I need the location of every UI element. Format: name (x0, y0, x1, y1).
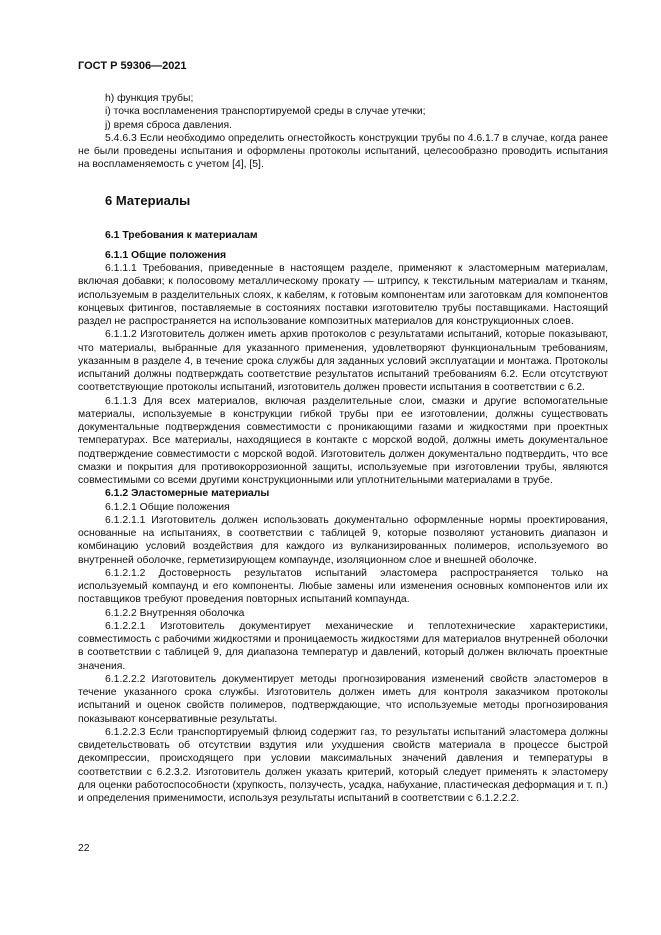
list-item-j: j) время сброса давления. (105, 119, 232, 131)
page-content (78, 92, 608, 805)
document-header: ГОСТ Р 59306—2021 (78, 60, 187, 72)
paragraph-6-1-2-1: 6.1.2.1 Общие положения (105, 501, 230, 513)
paragraph-6-1-2-1-2: 6.1.2.1.2 Достоверность результатов испытаний эластомера распространяется только на используемый компаунд и его компоненты. Любые замены или изменения основных компонентов или их поставщиков требуют проведения повторных испытаний компаунда. (78, 567, 608, 606)
paragraph-6-1-1-1: 6.1.1.1 Требования, приведенные в настоящем разделе, применяют к эластомерным материалам, включая добавки; к полосовому металлическому прокату — штрипсу, к текстильным материалам и тканям, используемым в разделительных слоях, к кабелям, к готовым компонентам или заготовкам для компонентов концевых фитингов, поставляемые в состояниях поставки изготовителю трубы поставщиками. Настоящий раздел не распространяется на использование композитных материалов для конструкционных слоев. (78, 263, 608, 327)
paragraph-6-1-2-2: 6.1.2.2 Внутренняя оболочка (105, 607, 245, 619)
section-heading: 6 Материалы (105, 192, 191, 208)
paragraph-6-1-2-2-3: 6.1.2.2.3 Если транспортируемый флюид содержит газ, то результаты испытаний эластомера должны свидетельствовать об отсутствии вздутия или ухудшения свойств материала в процессе быстрой декомпрессии, происходящего при условии максимальных значений давления и температуры в соответствии с 6.2.3.2. Изготовитель должен указать критерий, который следует применять к эластомеру для оценки работоспособности (хрупкость, ползучесть, усадка, набухание, пластическая деформация и т. п.) и определения применимости, используя результаты испытаний в соответствии с 6.1.2.2.2. (78, 726, 608, 804)
paragraph-6-1-1-3: 6.1.1.3 Для всех материалов, включая разделительные слои, смазки и другие вспомогательные материалы, используемые в конструкции гибкой трубы при ее изготовлении, должны существовать документальные подтверждения совместимости с проникающими газами и жидкостями при проектных температурах. Все материалы, находящиеся в контакте с морской водой, должны иметь документальное подтверждение совместимости с морской водой. Изготовитель должен документально подтвердить, что все смазки и покрытия для противокоррозионной защиты, используемые при изготовлении трубы, являются совместимыми со всеми другими конструкционными или уплотнительными материалами в трубе. (78, 395, 608, 486)
subsection-heading-6-1-1: 6.1.1 Общие положения (105, 249, 227, 261)
paragraph-5-4-6-3: 5.4.6.3 Если необходимо определить огнестойкость конструкции трубы по 4.6.1.7 в случае, когда ранее не были проведены испытания и оформлены протоколы испытаний, целесообразно проводить испытания на воспламеняемость с учетом [4], [5]. (78, 132, 608, 171)
subsection-heading-6-1-2: 6.1.2 Эластомерные материалы (105, 488, 270, 500)
paragraph-6-1-2-2-2: 6.1.2.2.2 Изготовитель документирует методы прогнозирования изменений свойств эластомеров в течение указанного срока службы. Изготовитель должен иметь для контроля заказчиком протоколы испытаний и оценок свойств полимеров, подтверждающие, что используемые методы прогнозирования показывают консервативные результаты. (78, 673, 608, 725)
subsection-heading-6-1: 6.1 Требования к материалам (105, 229, 258, 241)
list-item-h: h) функция трубы; (105, 93, 194, 104)
list-item-i: i) точка воспламенения транспортируемой среды в случае утечки; (105, 106, 426, 118)
paragraph-6-1-2-1-1: 6.1.2.1.1 Изготовитель должен использовать документально оформленные нормы проектирования, основанные на испытаниях, в соответствии с таблицей 9, которые позволяют установить диапазон и комбинацию условий воздействия для каждого из вулканизированных полимеров, используемого во внутренней оболочке, герметизирующем компаунде, изоляционном слое и внешней оболочке. (78, 514, 608, 566)
paragraph-6-1-2-2-1: 6.1.2.2.1 Изготовитель документирует механические и теплотехнические характеристики, совместимость с рабочими жидкостями и проницаемость жидкостями для материалов внутренней оболочки в соответствии с таблицей 9, для диапазона температур и давлений, который должен включать проектные значения. (78, 620, 608, 672)
paragraph-6-1-1-2: 6.1.1.2 Изготовитель должен иметь архив протоколов с результатами испытаний, которые показывают, что материалы, выбранные для указанного применения, удовлетворяют функциональным требованиям, указанным в разделе 4, в течение срока службы для заданных условий эксплуатации и монтажа. Протоколы испытаний должны подтверждать соответствие результатов испытаний требованиям 6.2. Если отсутствуют соответствующие протоколы испытаний, изготовитель должен провести испытания в соответствии с 6.2. (78, 329, 608, 394)
page-number: 22 (78, 843, 90, 854)
